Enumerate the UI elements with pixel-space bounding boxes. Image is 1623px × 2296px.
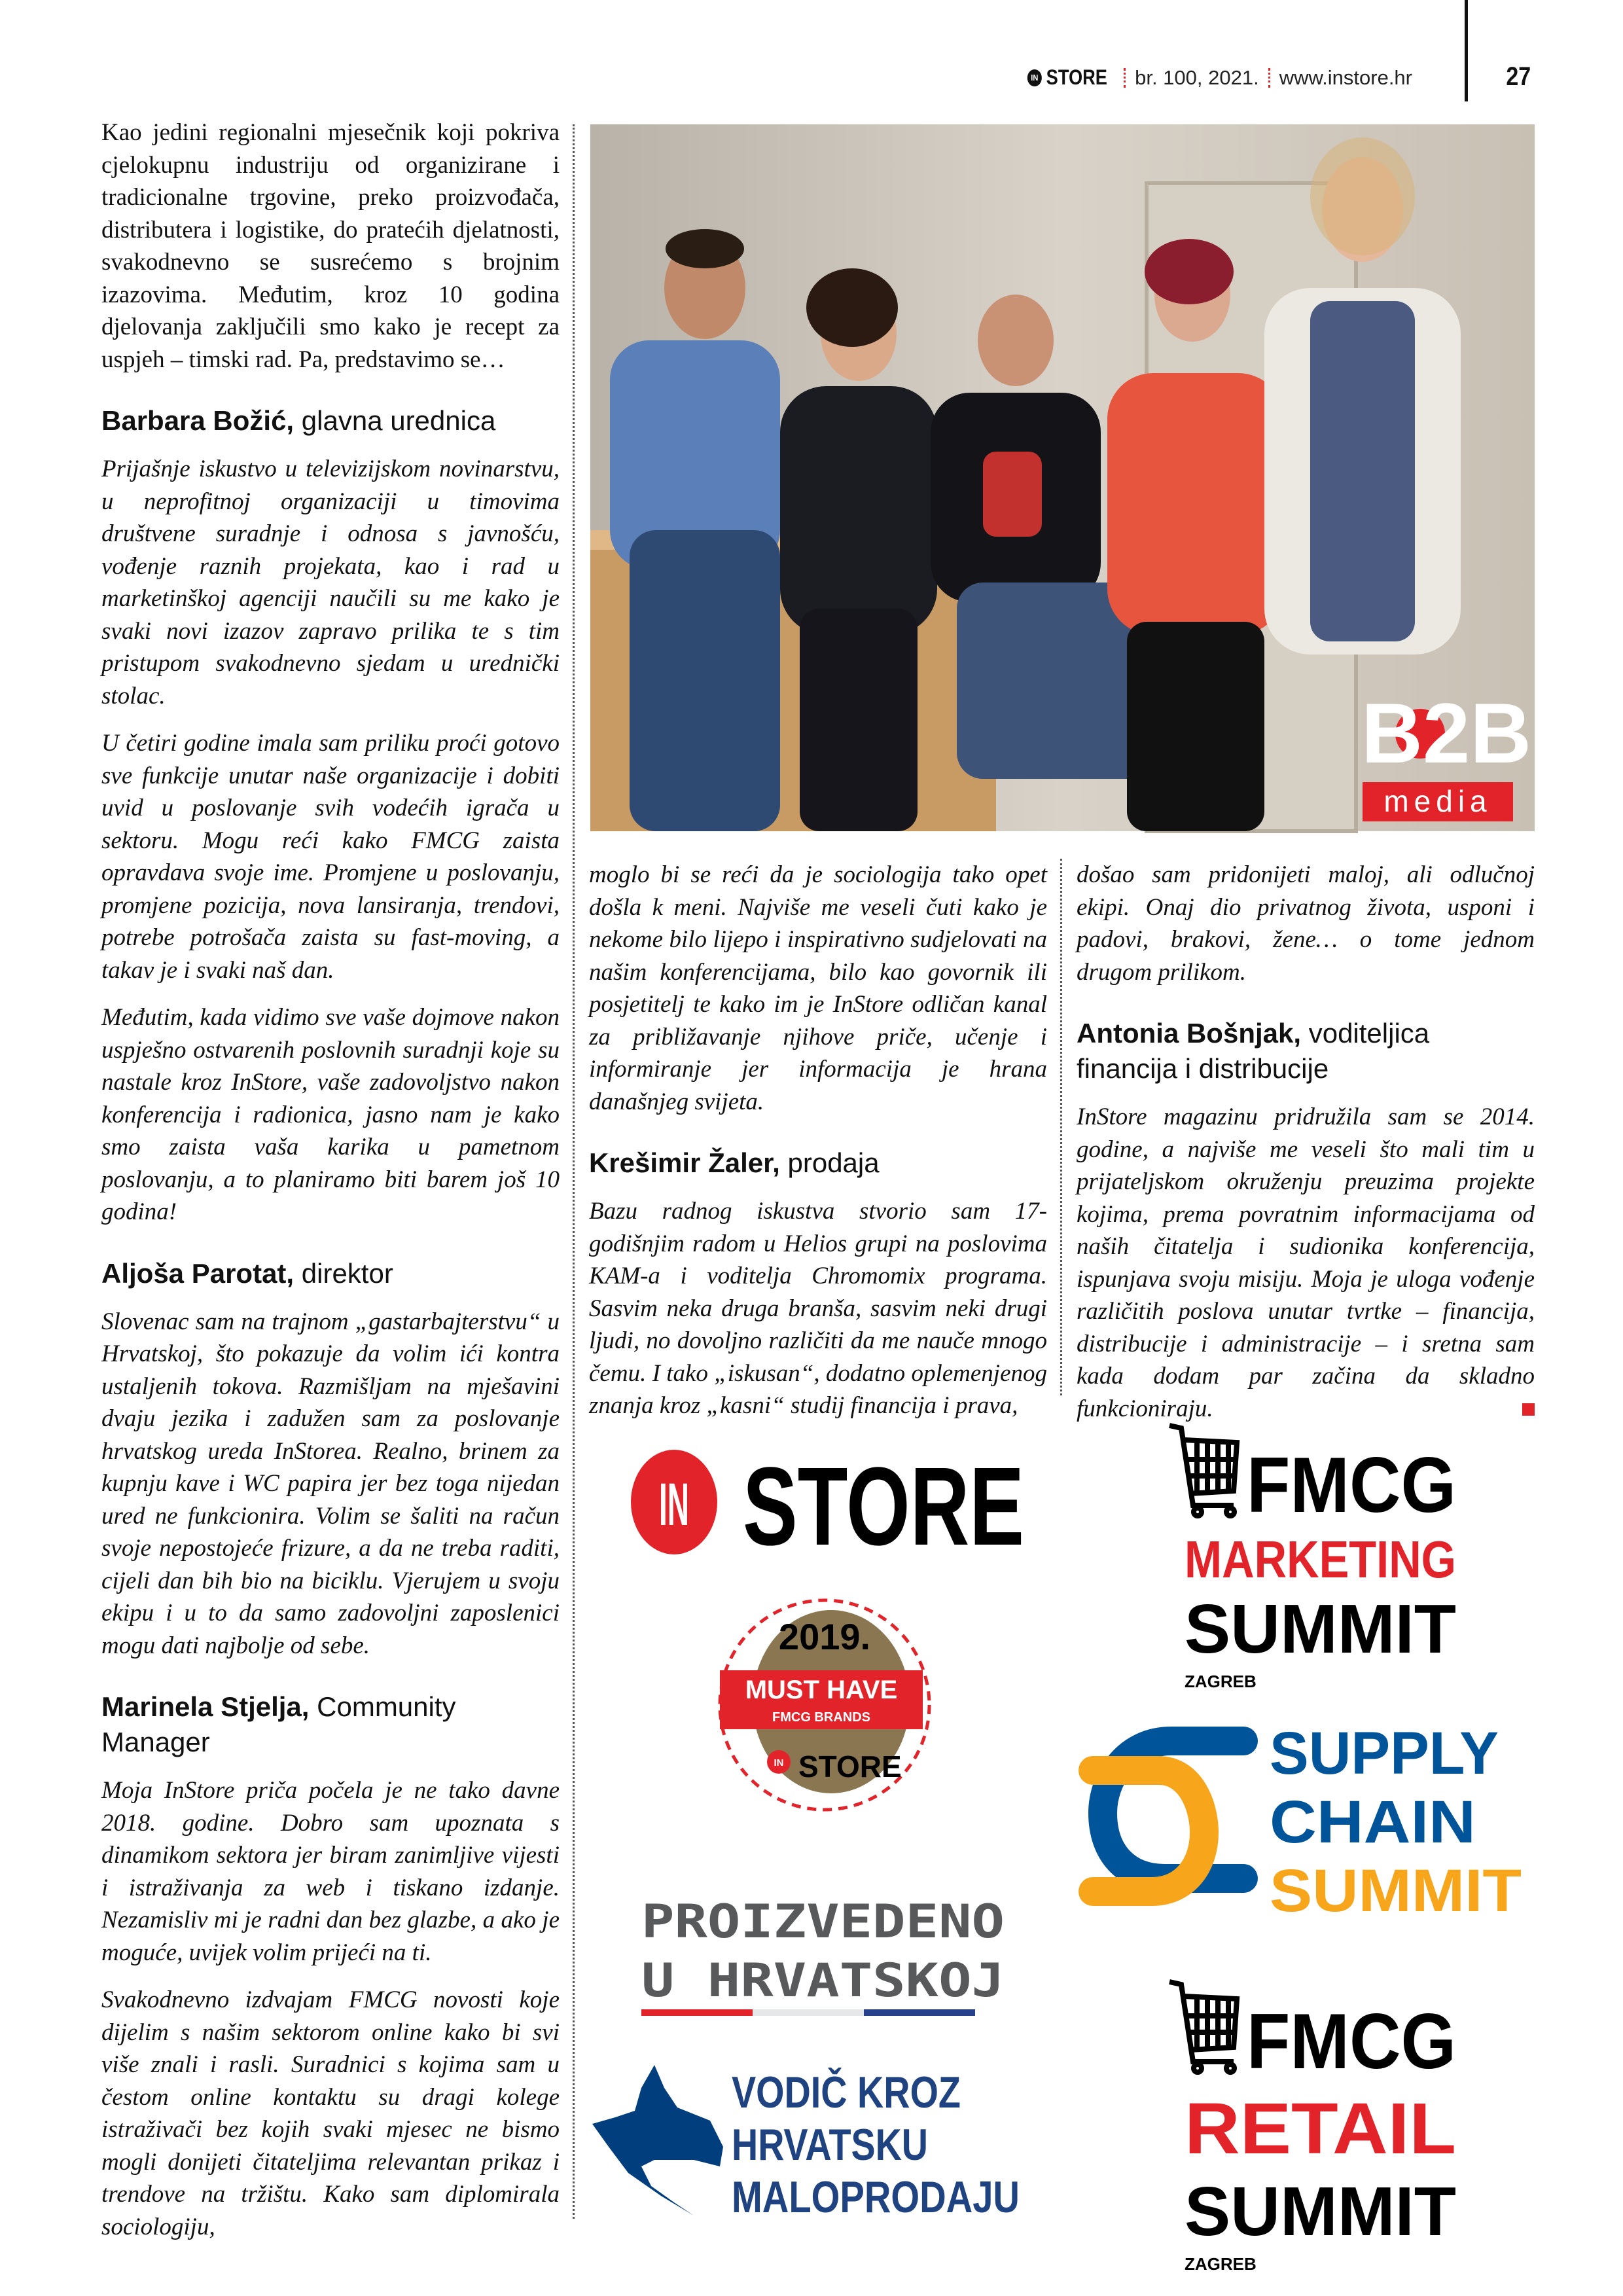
svg-text:ZAGREB: ZAGREB <box>1185 2254 1257 2274</box>
person-hair <box>1145 239 1234 304</box>
svg-text:RETAIL: RETAIL <box>1185 2089 1456 2169</box>
header-divider <box>1465 0 1468 101</box>
supply-chain-summit-logo <box>1073 1715 1531 1931</box>
profile-paragraph: Prijašnje iskustvo u televizijskom novinarstvu, u neprofitnoj organizaciji u timovima društvene suradnje i odnosa s javnošću, vođenje raznih projekata, kao i rad u marketinškoj agenciji naučili su me kako je svaki novi izazov zapravo prilika te s tim pristupom svakodnevno sjedam u urednički stolac. <box>101 456 560 709</box>
svg-text:U HRVATSKOJ: U HRVATSKOJ <box>641 1954 1005 2007</box>
b2b-media-logo <box>1361 685 1531 821</box>
fmcg-retail-summit-logo <box>1168 1977 1469 2278</box>
profile-heading: Barbara Božić, glavna urednica <box>101 405 496 436</box>
profile-paragraph: Slovenac sam na trajnom „gastarbajterstvu“ u Hrvatskoj, što pokazuje da volim ići kontra ustaljenih tokova. Razmišljam na mješavini dvaju jezika i zadužen sam za poslovanje hrvatskog ureda InStorea. Realno, brinem za kupnju kave i WC papira jer bez toga nijedan ured ne funkcionira. Volim se šaliti na račun svoje nepostojeće frizure, a da ne treba raditi, cijeli dan bih bio na biciklu. Vjerujem u svoju ekipu i u to da samo zadovoljni zaposlenici mogu dati najbolje od sebe. <box>101 1308 560 1659</box>
svg-text:VODIČ KROZ: VODIČ KROZ <box>732 2068 1011 2117</box>
svg-text:SUPPLY: SUPPLY <box>1270 1720 1499 1787</box>
svg-text:SUMMIT: SUMMIT <box>1270 1857 1522 1924</box>
must-have-badge-logo <box>713 1597 936 1820</box>
svg-text:FMCG BRANDS: FMCG BRANDS <box>772 1710 870 1725</box>
team-photo <box>590 124 1535 831</box>
page-number: 27 <box>1506 62 1531 91</box>
svg-text:CHAIN: CHAIN <box>1270 1789 1476 1856</box>
svg-text:MALOPRODAJU: MALOPRODAJU <box>732 2172 1020 2222</box>
instore-header-logo <box>1027 65 1107 90</box>
svg-text:SUMMIT: SUMMIT <box>1185 2173 1456 2250</box>
proizvedeno-u-hrvatskoj-logo <box>638 1892 1018 2019</box>
svg-text:ZAGREB: ZAGREB <box>1185 1672 1257 1691</box>
instore-logo <box>628 1444 1034 1569</box>
in-badge-icon: IN <box>1027 69 1042 86</box>
svg-text:FMCG: FMCG <box>1247 1998 1456 2085</box>
croatia-map-icon <box>592 2065 723 2215</box>
profile-paragraph: InStore magazinu pridružila sam se 2014. godine, a najviše me veseli što mali tim u prijateljskom okruženju preuzima projekte kojima, prema povratnim informacijama od naših čitatelja i sudionika konferencija, ispunjava svoju misiju. Moja je uloga vođenje različitih poslova unutar tvrtke – financija, distribucije i administracije – i sretna sam kada dodam par začina da skladno funkcioniraju. <box>1077 1103 1535 1422</box>
left-column <box>101 117 560 2258</box>
person-floral-top <box>1107 373 1284 635</box>
instore-word: STORE <box>743 1444 1024 1569</box>
media-text: media <box>1383 784 1492 818</box>
profile-heading: Aljoša Parotat, direktor <box>101 1257 393 1289</box>
profile-heading: Krešimir Žaler, prodaja <box>589 1147 880 1178</box>
middle-column <box>589 859 1047 1437</box>
person-head <box>978 295 1054 386</box>
profile-paragraph: Moja InStore priča počela je ne tako davne 2018. godine. Dobro sam upoznata s dinamikom sektora jer biram zanimljive vijesti i istraživanja za web i tiskano izdanje. Nezamisliv mi je radni dan bez glazbe, a ako je moguće, uvijek volim prijeći na ti. <box>101 1777 560 1966</box>
svg-text:STORE: STORE <box>798 1749 902 1784</box>
svg-text:PROIZVEDENO: PROIZVEDENO <box>641 1895 1005 1948</box>
profile-paragraph: Međutim, kada vidimo sve vaše dojmove nakon uspješno ostvarenih poslovnih suradnji koje su nastale kroz InStore, vaše zadovoljstvo nakon konferencija i radionica, jasno nam je kako smo zaista vaša karika u pametnom poslovanju, a to planiramo biti barem još 10 godina! <box>101 1004 560 1225</box>
column-divider <box>573 124 575 2219</box>
intro-paragraph: Kao jedini regionalni mjesečnik koji pokriva cjelokupnu industriju od organizirane i tradicionalne trgovine, preko proizvođača, distributera i logistike, do pratećih djelatnosti, svakodnevno se susrećemo s brojnim izazovima. Međutim, kroz 10 godina djelovanja zaključili smo kako je recept za uspjeh – timski rad. Pa, predstavimo se… <box>101 119 560 373</box>
website-link[interactable]: www.instore.hr <box>1279 65 1412 89</box>
person-black-top <box>780 386 937 635</box>
profile-paragraph: Bazu radnog iskustva stvorio sam 17-godišnjim radom u Helios grupi na poslovima KAM-a i voditelja Chromomix programa. Sasvim neka druga branša, sasvim neki drugi ljudi, no dovoljno različiti da me nauče mnogo čemu. I tako „iskusan“, dodatno oplemenjenog znanja kroz „kasni“ studij financija i prava, <box>589 1198 1047 1419</box>
person-hair <box>666 229 744 268</box>
shopping-cart-icon <box>1169 1982 1237 2072</box>
svg-text:MUST HAVE: MUST HAVE <box>745 1676 898 1704</box>
profile-heading: Antonia Bošnjak, voditeljica financija i distribucije <box>1077 1018 1430 1084</box>
dotted-separator <box>1124 68 1126 88</box>
issue-number: br. 100, 2021. <box>1135 65 1259 89</box>
page-header <box>1020 65 1412 90</box>
profile-paragraph: U četiri godine imala sam priliku proći gotovo sve funkcije unutar naše organizacije i dobiti uvid u poslovanje svih vodećih igrača u sektoru. Mogu reći kako FMCG zaista opravdava svoje ime. Promjene u poslovanju, promjene pozicija, nova lansiranja, trendovi, potrebe potrošača zaista su fast-moving, a takav je i svaki naš dan. <box>101 730 560 984</box>
header-brand: STORE <box>1046 65 1108 89</box>
svg-text:IN: IN <box>774 1757 784 1768</box>
svg-text:SUMMIT: SUMMIT <box>1185 1590 1456 1668</box>
profile-paragraph: došao sam pridonijeti maloj, ali odlučnoj ekipi. Onaj dio privatnog života, usponi i padovi, brakovi, žene… o tome jednom drugom prilikom. <box>1077 861 1535 986</box>
profile-heading: Marinela Stjelja, Community Manager <box>101 1691 456 1757</box>
person-checked-dress <box>1310 301 1415 641</box>
fmcg-marketing-summit-logo <box>1168 1420 1469 1695</box>
person-hair <box>806 268 898 347</box>
svg-text:HRVATSKU: HRVATSKU <box>732 2120 928 2170</box>
b2b-text: B2B <box>1361 685 1532 781</box>
svg-text:FMCG: FMCG <box>1247 1441 1456 1529</box>
vodic-kroz-hrvatsku-maloprodaju-logo <box>589 2062 1034 2229</box>
instore-badge-text: IN <box>659 1471 689 1539</box>
tshirt-print <box>983 452 1042 537</box>
person-hair <box>1310 137 1415 255</box>
dotted-separator <box>1268 68 1270 88</box>
svg-text:MARKETING: MARKETING <box>1185 1530 1456 1588</box>
shopping-cart-icon <box>1169 1426 1237 1516</box>
person-jeans <box>630 530 780 831</box>
profile-paragraph: moglo bi se reći da je sociologija tako opet došla k meni. Najviše me veseli čuti kako je nekome bilo lijepo i inspirativno sudjelovati na našim konferencijama, bilo kao govornik ili posjetitelj te kako im je InStore odličan kanal za približavanje njihove priče, učenje i informiranje jer informacija je hrana današnjeg svijeta. <box>589 861 1047 1115</box>
profile-paragraph: Svakodnevno izdvajam FMCG novosti koje dijelim s našim sektorom online kako bi svi više znali i rasli. Suradnici s kojima sam u čestom online kontaktu su dragi kolege istraživači bez kojih svaki mjesec ne bismo mogli donijeti čitateljima relevantan prikaz i trendove na tržištu. Kako sam diplomirala sociologiju, <box>101 1986 560 2240</box>
right-column <box>1077 859 1535 1440</box>
person-black-pants <box>800 609 918 831</box>
column-divider <box>1060 859 1062 1395</box>
end-of-article-mark <box>1522 1403 1535 1416</box>
svg-text:2019.: 2019. <box>778 1616 871 1657</box>
person-black-pants <box>1127 622 1264 831</box>
